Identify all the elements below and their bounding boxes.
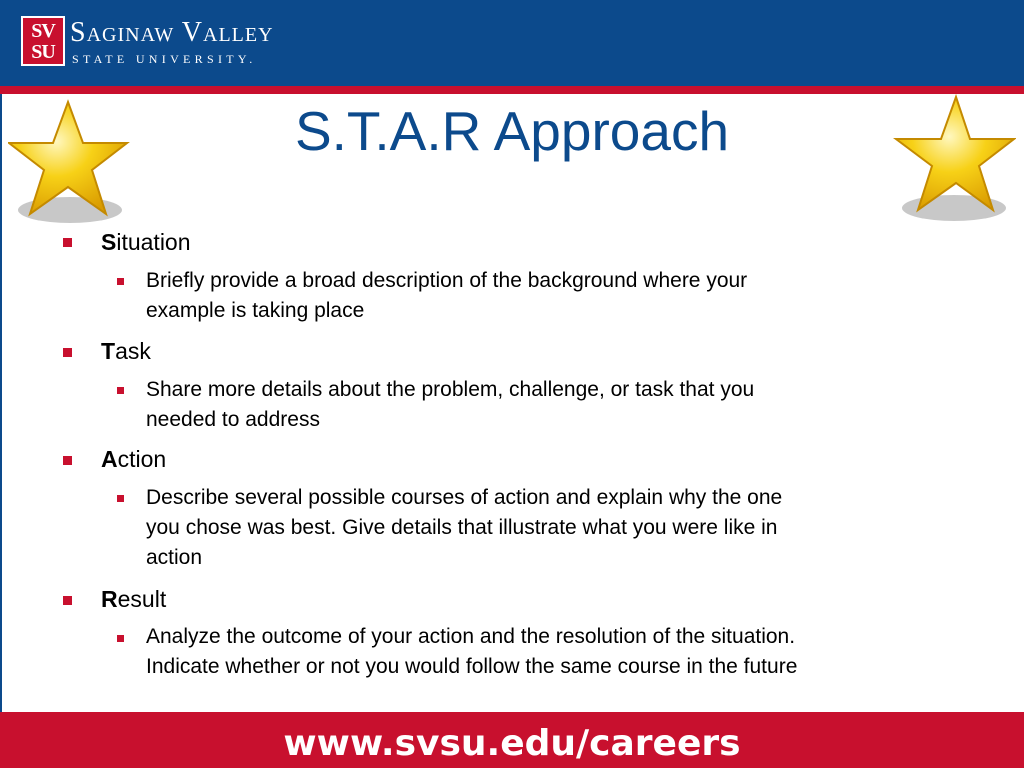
slide-title: S.T.A.R Approach xyxy=(294,100,730,162)
step-rest: ction xyxy=(117,446,167,472)
bullet-marker xyxy=(63,238,72,247)
step-detail: Briefly provide a broad description of the background where your example is taking place xyxy=(146,269,748,322)
step-initial: R xyxy=(101,586,118,612)
bullet-marker xyxy=(63,596,72,605)
step-heading xyxy=(101,445,166,473)
careers-url: www.svsu.edu/careers xyxy=(283,723,741,764)
step-detail: Analyze the outcome of your action and the resolution of the situation. Indicate whether or not you would follow the same course in the future xyxy=(146,625,798,678)
step-initial: T xyxy=(101,338,116,364)
logo-line-2: SU xyxy=(31,41,55,63)
step-detail: Share more details about the problem, challenge, or task that you needed to address xyxy=(146,378,755,431)
step-initial: S xyxy=(101,229,117,255)
step-rest: ask xyxy=(115,338,151,364)
footer-bar xyxy=(0,718,1024,768)
step-rest: esult xyxy=(117,586,167,612)
step-initial: A xyxy=(101,446,118,472)
university-name: Saginaw Valley xyxy=(70,17,274,48)
bullet-marker xyxy=(63,456,72,465)
step-detail: Describe several possible courses of action and explain why the one you chose was best. Give details that illustrate what you were like in action xyxy=(146,486,783,569)
step-heading xyxy=(101,585,166,613)
university-subtitle: STATE UNIVERSITY. xyxy=(72,52,257,66)
sub-bullet-marker xyxy=(117,278,124,285)
sub-bullet-marker xyxy=(117,495,124,502)
sub-bullet-marker xyxy=(117,387,124,394)
step-heading xyxy=(101,228,191,256)
logo-line-1: SV xyxy=(31,20,55,42)
step-heading xyxy=(101,337,151,365)
step-rest: ituation xyxy=(116,229,191,255)
sub-bullet-marker xyxy=(117,635,124,642)
bullet-marker xyxy=(63,348,72,357)
